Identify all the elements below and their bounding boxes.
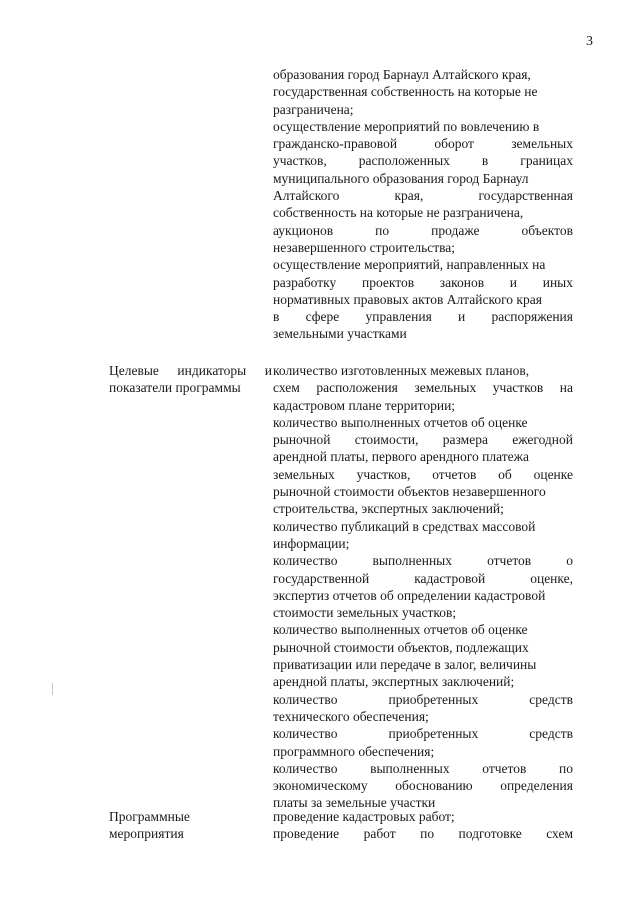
text-line: платы за земельные участки	[273, 795, 436, 811]
text-line: собственность на которые не разграничена,	[273, 205, 524, 221]
text-line: муниципального образования город Барнаул	[273, 170, 529, 186]
text-line: земельными участками	[273, 326, 407, 342]
text-line: Алтайского края, государственная	[273, 188, 573, 204]
text-line: стоимости земельных участков;	[273, 605, 457, 621]
text-line: количество выполненных отчетов по	[273, 760, 573, 776]
text-line: экономическому обоснованию определения	[273, 778, 573, 794]
text-line: кадастровом плане территории;	[273, 397, 456, 413]
text-line: проведение работ по подготовке схем	[273, 826, 573, 842]
section-2-text	[273, 362, 573, 812]
text-line: осуществление мероприятий, направленных на	[273, 257, 546, 273]
section-1-text	[273, 66, 573, 343]
text-line: арендной платы, первого арендного платежа	[273, 449, 529, 465]
text-line: количество изготовленных межевых планов,	[273, 363, 530, 378]
text-line: приватизации или передаче в залог, величины	[273, 657, 537, 673]
page-number: 3	[586, 34, 593, 49]
text-line: аукционов по продаже объектов	[273, 222, 573, 238]
margin-mark	[52, 683, 53, 695]
text-line: экспертиз отчетов об определении кадастровой	[273, 587, 546, 603]
section-2-heading	[109, 362, 272, 396]
text-line: количество приобретенных средств	[273, 726, 573, 742]
text-line: количество выполненных отчетов об оценке	[273, 622, 528, 638]
text-line: арендной платы, экспертных заключений;	[273, 674, 515, 690]
text-line: информации;	[273, 535, 350, 551]
heading-line: показатели программы	[109, 380, 241, 395]
heading-line: мероприятия	[109, 826, 184, 841]
text-line: образования город Барнаул Алтайского края,	[273, 67, 531, 82]
text-line: технического обеспечения;	[273, 708, 429, 724]
heading-line: Программные	[109, 809, 190, 824]
text-line: гражданско-правовой оборот земельных	[273, 136, 573, 152]
text-line: разграничена;	[273, 101, 354, 117]
text-line: участков, расположенных в границах	[273, 153, 573, 169]
text-line: земельных участков, отчетов об оценке	[273, 466, 573, 482]
section-3-text	[273, 808, 573, 843]
text-line: рыночной стоимости объектов, подлежащих	[273, 639, 529, 655]
text-line: государственной кадастровой оценке,	[273, 570, 573, 586]
heading-line: Целевые индикаторы и	[109, 363, 272, 378]
text-line: рыночной стоимости объектов незавершенного	[273, 484, 546, 500]
text-line: осуществление мероприятий по вовлечению в	[273, 118, 540, 134]
text-line: незавершенного строительства;	[273, 239, 456, 255]
text-line: количество выполненных отчетов о	[273, 553, 573, 569]
text-line: рыночной стоимости, размера ежегодной	[273, 432, 573, 448]
text-line: разработку проектов законов и иных	[273, 274, 573, 290]
text-line: схем расположения земельных участков на	[273, 380, 573, 396]
section-3-heading	[109, 808, 272, 842]
text-line: нормативных правовых актов Алтайского края	[273, 291, 542, 307]
text-line: проведение кадастровых работ;	[273, 809, 455, 824]
text-line: количество публикаций в средствах массовой	[273, 518, 536, 534]
text-line: государственная собственность на которые не	[273, 84, 538, 100]
text-line: в сфере управления и распоряжения	[273, 309, 573, 325]
text-line: количество выполненных отчетов об оценке	[273, 414, 528, 430]
text-line: программного обеспечения;	[273, 743, 435, 759]
text-line: количество приобретенных средств	[273, 691, 573, 707]
text-line: строительства, экспертных заключений;	[273, 501, 504, 517]
